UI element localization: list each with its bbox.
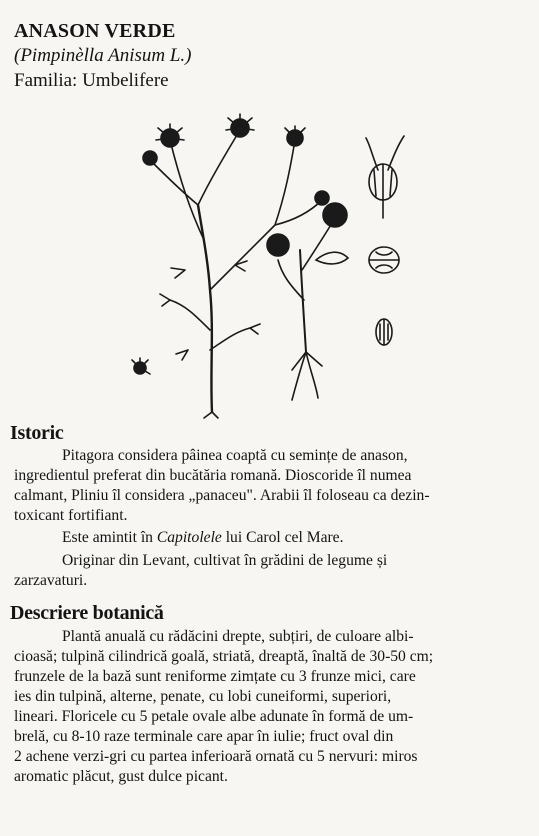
anise-plant-illustration-icon: [110, 100, 430, 420]
section-heading-istoric: Istoric: [10, 422, 64, 444]
text-line: ingredientul preferat din bucătăria romană. Dioscoride îl numea: [14, 467, 412, 484]
text-line: lineari. Floricele cu 5 petale ovale albe adunate în formă de um-: [14, 708, 414, 725]
text-line: frunzele de la bază sunt reniforme zimțate cu 3 frunze mici, care: [14, 668, 416, 685]
istoric-paragraph-3: [14, 551, 518, 591]
text-prefix: Este amintit în: [62, 529, 157, 546]
italic-title: Capitolele: [156, 529, 222, 546]
plant-family: Familia: Umbelifere: [14, 70, 169, 91]
latin-name: (Pimpinèlla Anisum L.): [14, 45, 192, 66]
text-line: cioasă; tulpină cilindrică goală, striată, dreaptă, înaltă de 30-50 cm;: [14, 648, 434, 665]
text-line: Plantă anuală cu rădăcini drepte, subțiri, de culoare albi-: [62, 628, 414, 645]
section-heading-descriere-botanica: Descriere botanică: [10, 602, 164, 624]
text-line: ies din tulpină, alterne, penate, cu lobi cuneiformi, superiori,: [14, 688, 392, 705]
text-line: zarzavaturi.: [14, 572, 88, 589]
text-line: calmant, Pliniu îl considera „panaceu". Arabii îl foloseau ca dezin-: [14, 487, 430, 504]
text-line: brelă, cu 8-10 raze terminale care apar în iulie; fruct oval din: [14, 728, 394, 745]
page-title: ANASON VERDE: [14, 20, 176, 42]
text-line: [14, 528, 518, 548]
text-line: 2 achene verzi-gri cu partea inferioară ornată cu 5 nervuri: miros: [14, 748, 418, 765]
text-line: toxicant fortifiant.: [14, 507, 128, 524]
istoric-paragraph-1: [14, 446, 518, 526]
text-suffix: lui Carol cel Mare.: [221, 529, 344, 546]
text-line: aromatic plăcut, gust dulce picant.: [14, 768, 228, 785]
text-line: Pitagora considera pâinea coaptă cu semințe de anason,: [62, 447, 408, 464]
descriere-paragraph: [14, 627, 518, 787]
text-line: Originar din Levant, cultivat în grădini de legume și: [62, 552, 388, 569]
istoric-paragraph-2: [14, 528, 518, 548]
